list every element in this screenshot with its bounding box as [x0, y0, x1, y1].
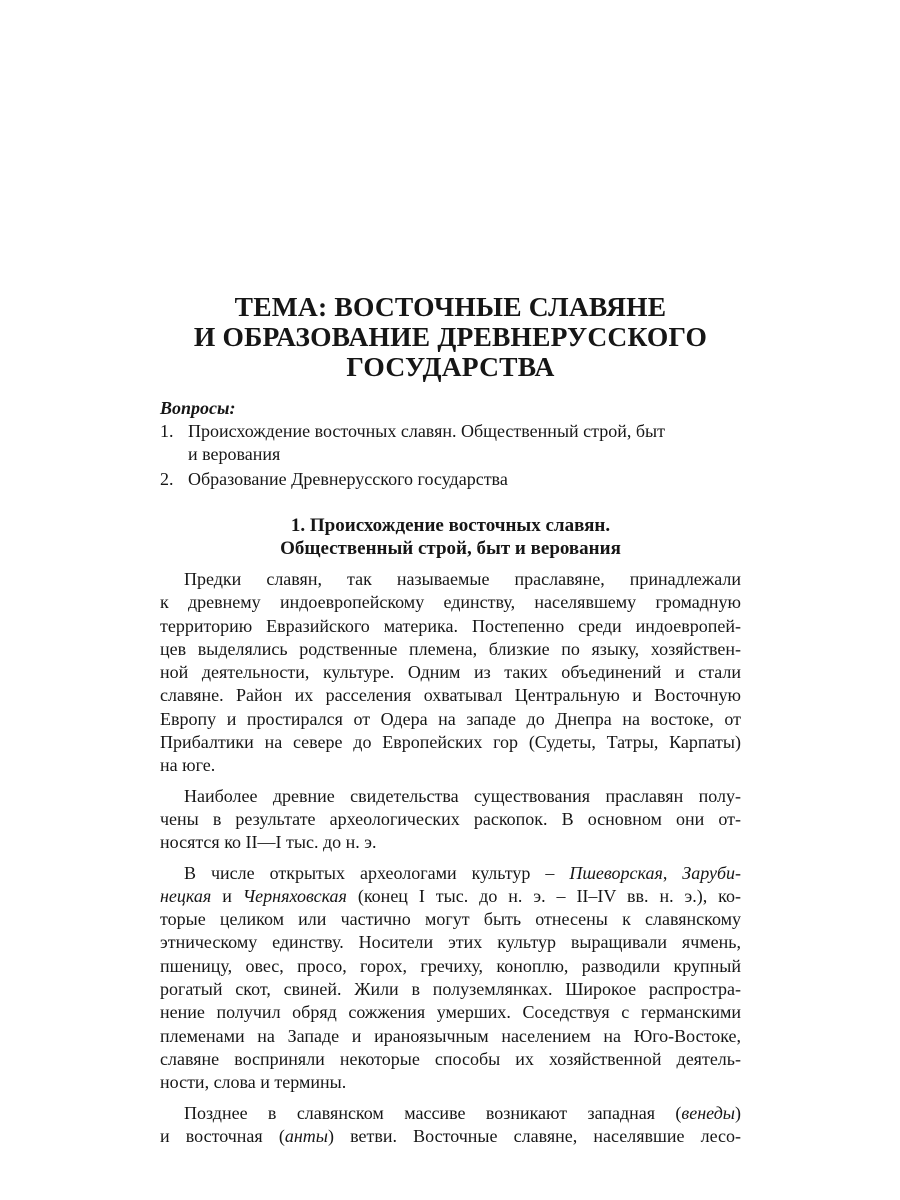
- text-line: Европу и простирался от Одера на западе до Днепра на востоке, от: [160, 708, 741, 729]
- text-line: носятся ко II—I тыс. до н. э.: [160, 832, 377, 853]
- paragraph-2: [160, 785, 741, 855]
- section-heading-line-1: 1. Происхождение восточных славян.: [290, 515, 611, 536]
- title-line-1: ТЕМА: ВОСТОЧНЫЕ СЛАВЯНЕ: [234, 291, 667, 322]
- text-line: славяне. Район их расселения охватывал Центральную и Восточную: [160, 685, 741, 706]
- text-line: ной деятельности, культуре. Одним из таких объединений и стали: [160, 662, 741, 683]
- questions-list: [160, 420, 741, 491]
- text-line: чены в результате археологических раскопок. В основном они от-: [160, 808, 741, 829]
- text-line: [160, 862, 741, 885]
- text-line: этническому единству. Носители этих культур выращивали ячмень,: [160, 932, 741, 953]
- text-line: территорию Евразийского материка. Постепенно среди индоевропей-: [160, 615, 741, 636]
- text-line: [160, 885, 741, 908]
- question-number: 1.: [160, 421, 174, 441]
- text-run: ): [735, 1102, 741, 1123]
- text-line: торые целиком или частично могут быть отнесены к славянскому: [160, 909, 741, 930]
- paragraph-1: [160, 568, 741, 778]
- text-run: ) ветви. Восточные славяне, населявшие лесо-: [327, 1125, 742, 1146]
- questions-heading: Вопросы:: [160, 398, 236, 418]
- paragraph-4: [160, 1102, 741, 1149]
- text-run: и: [222, 885, 232, 906]
- question-text: [188, 420, 741, 466]
- text-line: нение получил обряд сожжения умерших. Соседствуя с германскими: [160, 1002, 741, 1023]
- culture-name: Пшеворская: [569, 862, 663, 883]
- tribe-name: венеды: [681, 1102, 735, 1123]
- text-run: и восточная (: [160, 1125, 285, 1146]
- text-line: [160, 1125, 741, 1148]
- text-line: [160, 1102, 741, 1125]
- question-text-line: и верования: [188, 444, 281, 464]
- text-line: рогатый скот, свиней. Жили в полуземлянках. Широкое распростра-: [160, 979, 741, 1000]
- text-line: племенами на Западе и ираноязычным населением на Юго-Востоке,: [160, 1025, 741, 1046]
- text-line: Прибалтики на севере до Европейских гор (Судеты, Татры, Карпаты): [160, 732, 741, 753]
- text-run: Позднее в славянском массиве возникают западная (: [184, 1102, 682, 1123]
- culture-name: Черняховская: [242, 885, 347, 906]
- page-title: [160, 292, 741, 382]
- title-line-2: И ОБРАЗОВАНИЕ ДРЕВНЕРУССКОГО: [193, 321, 708, 352]
- question-text: Образование Древнерусского государства: [188, 469, 508, 489]
- section-heading: [160, 514, 741, 560]
- text-line: цев выделялись родственные племена, близкие по языку, хозяйствен-: [160, 638, 741, 659]
- paragraph-3: [160, 862, 741, 1095]
- title-line-3: ГОСУДАРСТВА: [346, 351, 555, 382]
- text-line: славяне восприняли некоторые способы их хозяйственной деятель-: [160, 1048, 741, 1069]
- text-line: пшеницу, овес, просо, горох, гречиху, коноплю, разводили крупный: [160, 955, 741, 976]
- text-line: Предки славян, так называемые праславяне, принадлежали: [184, 569, 741, 589]
- question-text-line: Происхождение восточных славян. Общественный строй, быт: [188, 421, 665, 441]
- document-page: [160, 292, 741, 1148]
- text-run: ,: [662, 862, 668, 883]
- text-line: ности, слова и термины.: [160, 1072, 347, 1093]
- text-line: Наиболее древние свидетельства существования праславян полу-: [184, 785, 741, 806]
- question-number: 2.: [160, 469, 174, 489]
- question-item-2: [160, 468, 741, 491]
- section-heading-line-2: Общественный строй, быт и верования: [280, 538, 621, 559]
- culture-name: нецкая: [160, 885, 212, 906]
- question-item-1: [160, 420, 741, 466]
- text-line: к древнему индоевропейскому единству, населявшему громадную: [160, 592, 741, 613]
- text-run: (конец I тыс. до н. э. – II–IV вв. н. э.), ко-: [357, 885, 742, 906]
- text-run: В числе открытых археологами культур –: [184, 862, 555, 883]
- text-line: на юге.: [160, 755, 216, 776]
- tribe-name: анты: [284, 1125, 328, 1146]
- culture-name: Заруби-: [682, 862, 742, 883]
